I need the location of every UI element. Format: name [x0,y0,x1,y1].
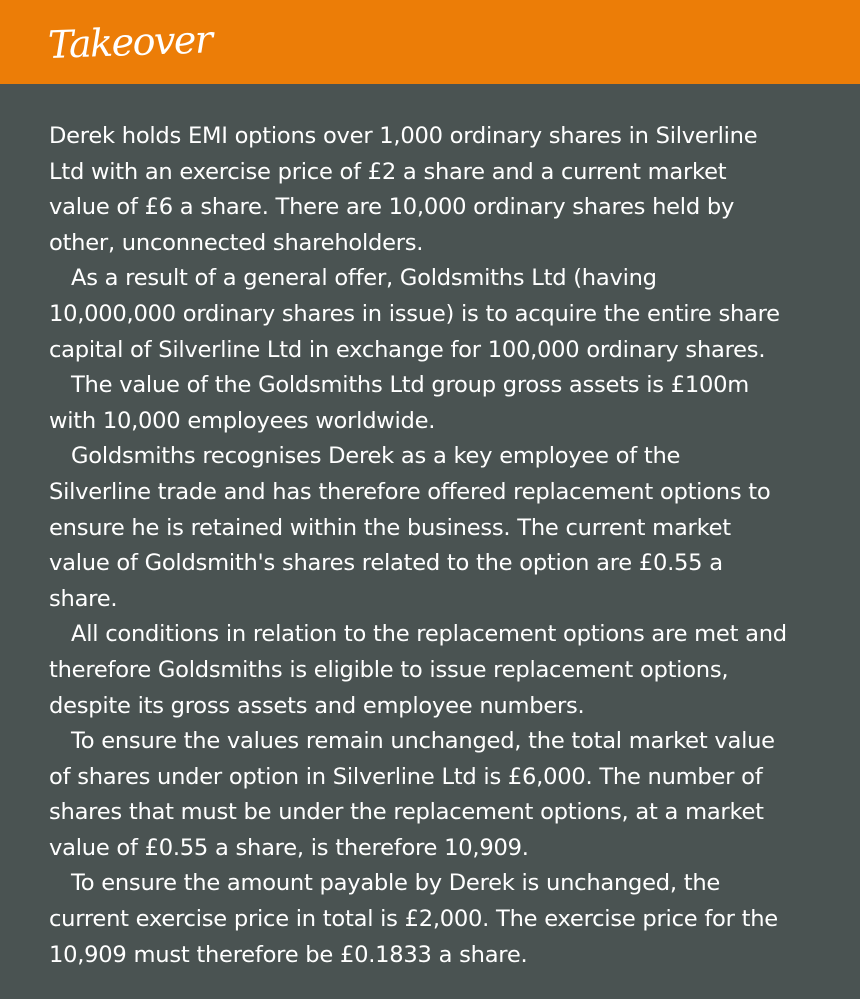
paragraph-2 [49,261,829,368]
page-title: Takeover [47,17,213,67]
text-line: ensure he is retained within the business. The current market [49,514,731,541]
text-line: therefore Goldsmiths is eligible to issue replacement options, [49,656,729,683]
text-line: of shares under option in Silverline Ltd is £6,000. The number of [49,763,763,790]
text-line: current exercise price in total is £2,000. The exercise price for the [49,906,778,933]
text-line: To ensure the amount payable by Derek is unchanged, the [71,870,721,897]
text-line: Silverline trade and has therefore offered replacement options to [49,478,771,505]
paragraph-1 [49,119,829,261]
text-line: 10,000,000 ordinary shares in issue) is to acquire the entire share [49,300,780,327]
paragraph-6 [49,724,829,866]
text-line: value of £0.55 a share, is therefore 10,909. [49,834,529,861]
text-line: value of Goldsmith's shares related to the option are £0.55 a [49,550,723,577]
text-line: with 10,000 employees worldwide. [49,407,436,434]
text-line: Derek holds EMI options over 1,000 ordinary shares in Silverline [49,123,758,149]
text-line: capital of Silverline Ltd in exchange for 100,000 ordinary shares. [49,336,766,363]
text-line: shares that must be under the replacement options, at a market [49,799,764,826]
article-body [49,119,829,973]
header-banner [0,0,860,84]
paragraph-4 [49,439,829,617]
text-line: All conditions in relation to the replacement options are met and [71,621,787,648]
text-line: share. [49,585,118,612]
paragraph-5 [49,617,829,724]
text-line: 10,909 must therefore be £0.1833 a share. [49,941,528,968]
text-line: As a result of a general offer, Goldsmiths Ltd (having [71,265,657,292]
text-line: The value of the Goldsmiths Ltd group gross assets is £100m [71,372,749,399]
paragraph-7 [49,866,829,973]
text-line: Goldsmiths recognises Derek as a key employee of the [71,443,681,470]
paragraph-3 [49,368,829,439]
text-line: To ensure the values remain unchanged, the total market value [71,728,775,755]
text-line: value of £6 a share. There are 10,000 ordinary shares held by [49,194,735,221]
text-line: Ltd with an exercise price of £2 a share and a current market [49,158,727,185]
text-line: despite its gross assets and employee numbers. [49,692,585,719]
text-line: other, unconnected shareholders. [49,229,424,256]
